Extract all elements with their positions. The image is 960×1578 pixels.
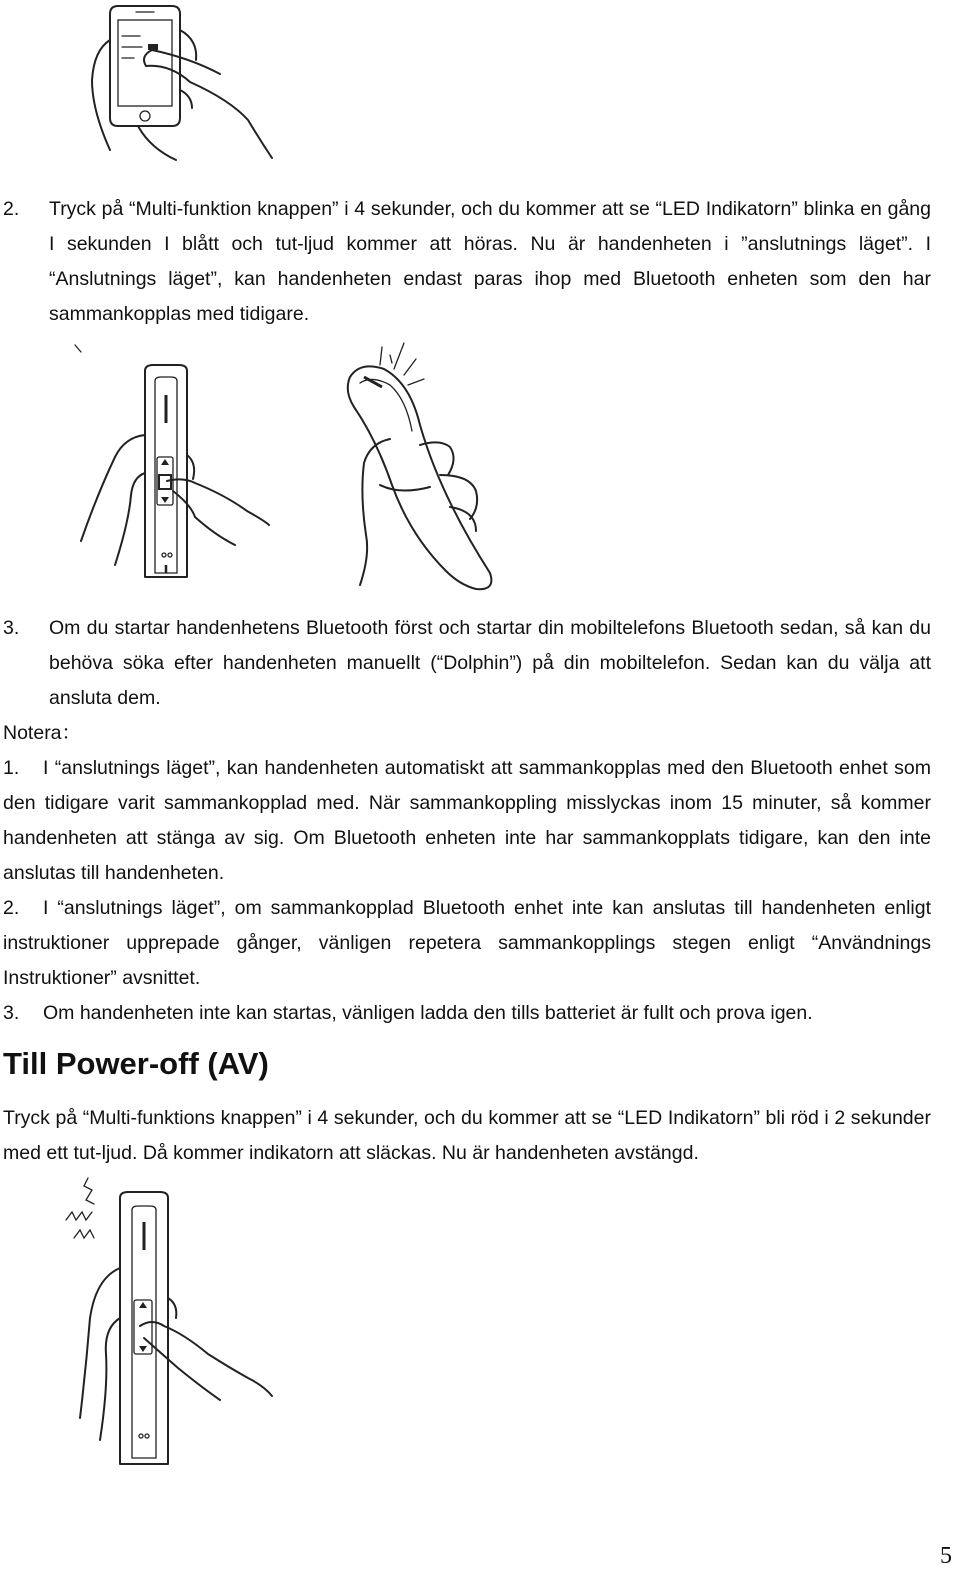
note-item-2 [3,891,931,996]
power-off-heading: Till Power-off (AV) [3,1046,269,1081]
step-2-text: Tryck på “Multi-funktion knappen” i 4 sekunder, och du kommer att se “LED Indikatorn” blinka en gång I sekunden I blått och tut-ljud kommer att höras. Nu är handenheten i ”anslutnings läget”. I “Anslutnings läget”, kan handenheten endast paras ihop med Bluetooth enheten som den har sammankopplas med tidigare. [49,198,931,325]
note-item-3-text: Om handenheten inte kan startas, vänligen ladda den tills batteriet är fullt och prova igen. [43,1002,813,1024]
step-3-text: Om du startar handenhetens Bluetooth först och startar din mobiltelefons Bluetooth sedan, så kan du behöva söka efter handenheten manuellt (“Dolphin”) på din mobiltelefon. Sedan kan du välja att ansluta dem. [49,617,931,709]
note-item-3-number: 3. [3,1002,20,1024]
note-item-1-number: 1. [3,757,20,779]
step-3 [3,611,931,716]
phone-in-hand-illustration [80,0,280,165]
step-3-number: 3. [3,617,20,639]
note-item-2-number: 2. [3,897,20,919]
page-number: 5 [940,1543,952,1569]
note-item-2-text: I “anslutnings läget”, om sammankopplad Bluetooth enhet inte kan anslutas till handenheten enligt instruktioner upprepade gånger, vänligen repetera sammankopplings stegen enligt “Användnings Instruktioner” avsnittet. [3,897,931,989]
note-item-1 [3,751,931,891]
handset-power-off-illustration [60,1178,280,1478]
handset-blinking-illustration [320,335,520,595]
step-2-number: 2. [3,198,20,220]
note-item-1-text: I “anslutnings läget”, kan handenheten automatiskt att sammankopplas med den Bluetooth enhet som den tidigare varit sammankopplad med. När sammankoppling misslyckas inom 15 minuter, så kommer handenheten att stänga av sig. Om Bluetooth enheten inte har sammankopplats tidigare, kan den inte anslutas till handenheten. [3,757,931,884]
handset-button-press-illustration [75,345,275,585]
step-2 [3,192,931,332]
power-off-text: Tryck på “Multi-funktions knappen” i 4 sekunder, och du kommer att se “LED Indikatorn” bli röd i 2 sekunder med ett tut-ljud. Då kommer indikatorn att släckas. Nu är handenheten avstängd. [3,1107,931,1164]
note-item-3 [3,996,943,1031]
notes-label: Notera： [3,722,82,744]
